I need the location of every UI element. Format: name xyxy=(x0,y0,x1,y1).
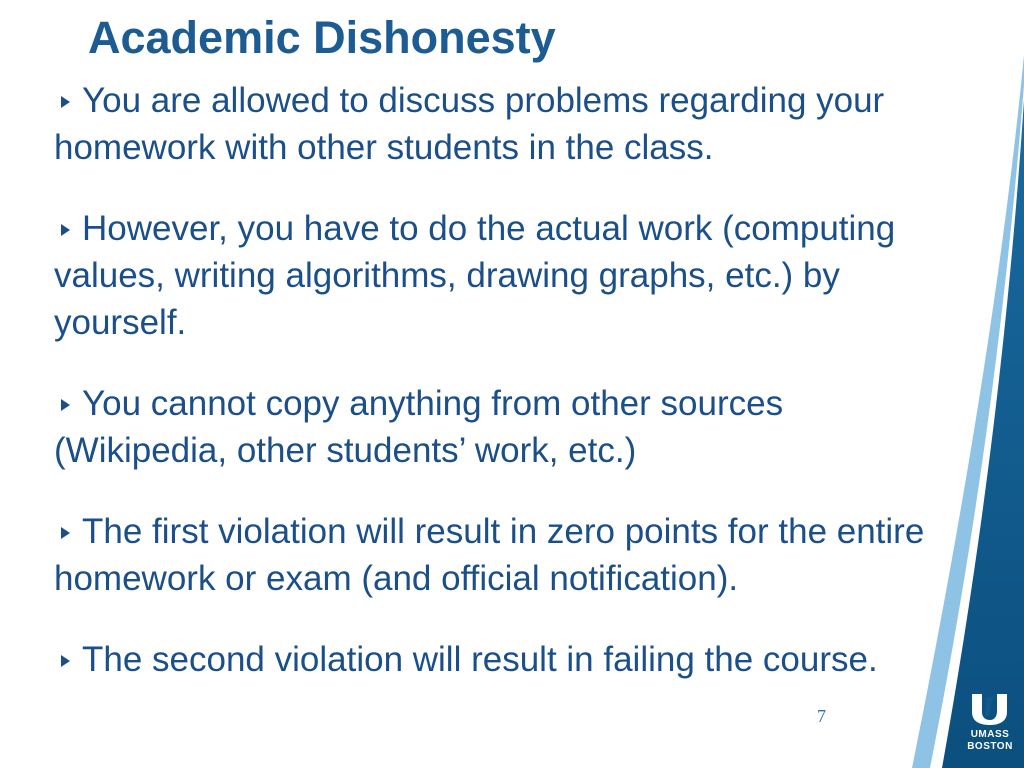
umass-boston-logo xyxy=(964,692,1016,754)
bullet-item xyxy=(54,77,949,171)
bullet-item xyxy=(54,205,949,346)
bullet-list xyxy=(54,77,949,717)
triangle-bullet-icon xyxy=(61,527,70,539)
bullet-text: However, you have to do the actual work (computing values, writing algorithms, drawing graphs, etc.) by yourself. xyxy=(54,209,896,342)
bullet-text: You cannot copy anything from other sources (Wikipedia, other students’ work, etc.) xyxy=(54,384,784,470)
triangle-bullet-icon xyxy=(61,96,70,108)
triangle-bullet-icon xyxy=(61,655,70,667)
page-number: 7 xyxy=(817,706,826,726)
slide-title: Academic Dishonesty xyxy=(88,12,556,63)
bullet-text: You are allowed to discuss problems regarding your homework with other students in the class. xyxy=(54,81,885,167)
logo-text-umass: UMASS xyxy=(970,729,1010,740)
bullet-text: The first violation will result in zero points for the entire homework or exam (and official notification). xyxy=(54,512,925,598)
bullet-item xyxy=(54,508,949,602)
umass-u-mark-icon xyxy=(969,692,1011,726)
bullet-text: The second violation will result in failing the course. xyxy=(82,640,878,679)
bullet-item xyxy=(54,380,949,474)
bullet-item xyxy=(54,636,949,683)
triangle-bullet-icon xyxy=(61,399,70,411)
logo-text-boston: BOSTON xyxy=(967,741,1013,752)
triangle-bullet-icon xyxy=(61,224,70,236)
